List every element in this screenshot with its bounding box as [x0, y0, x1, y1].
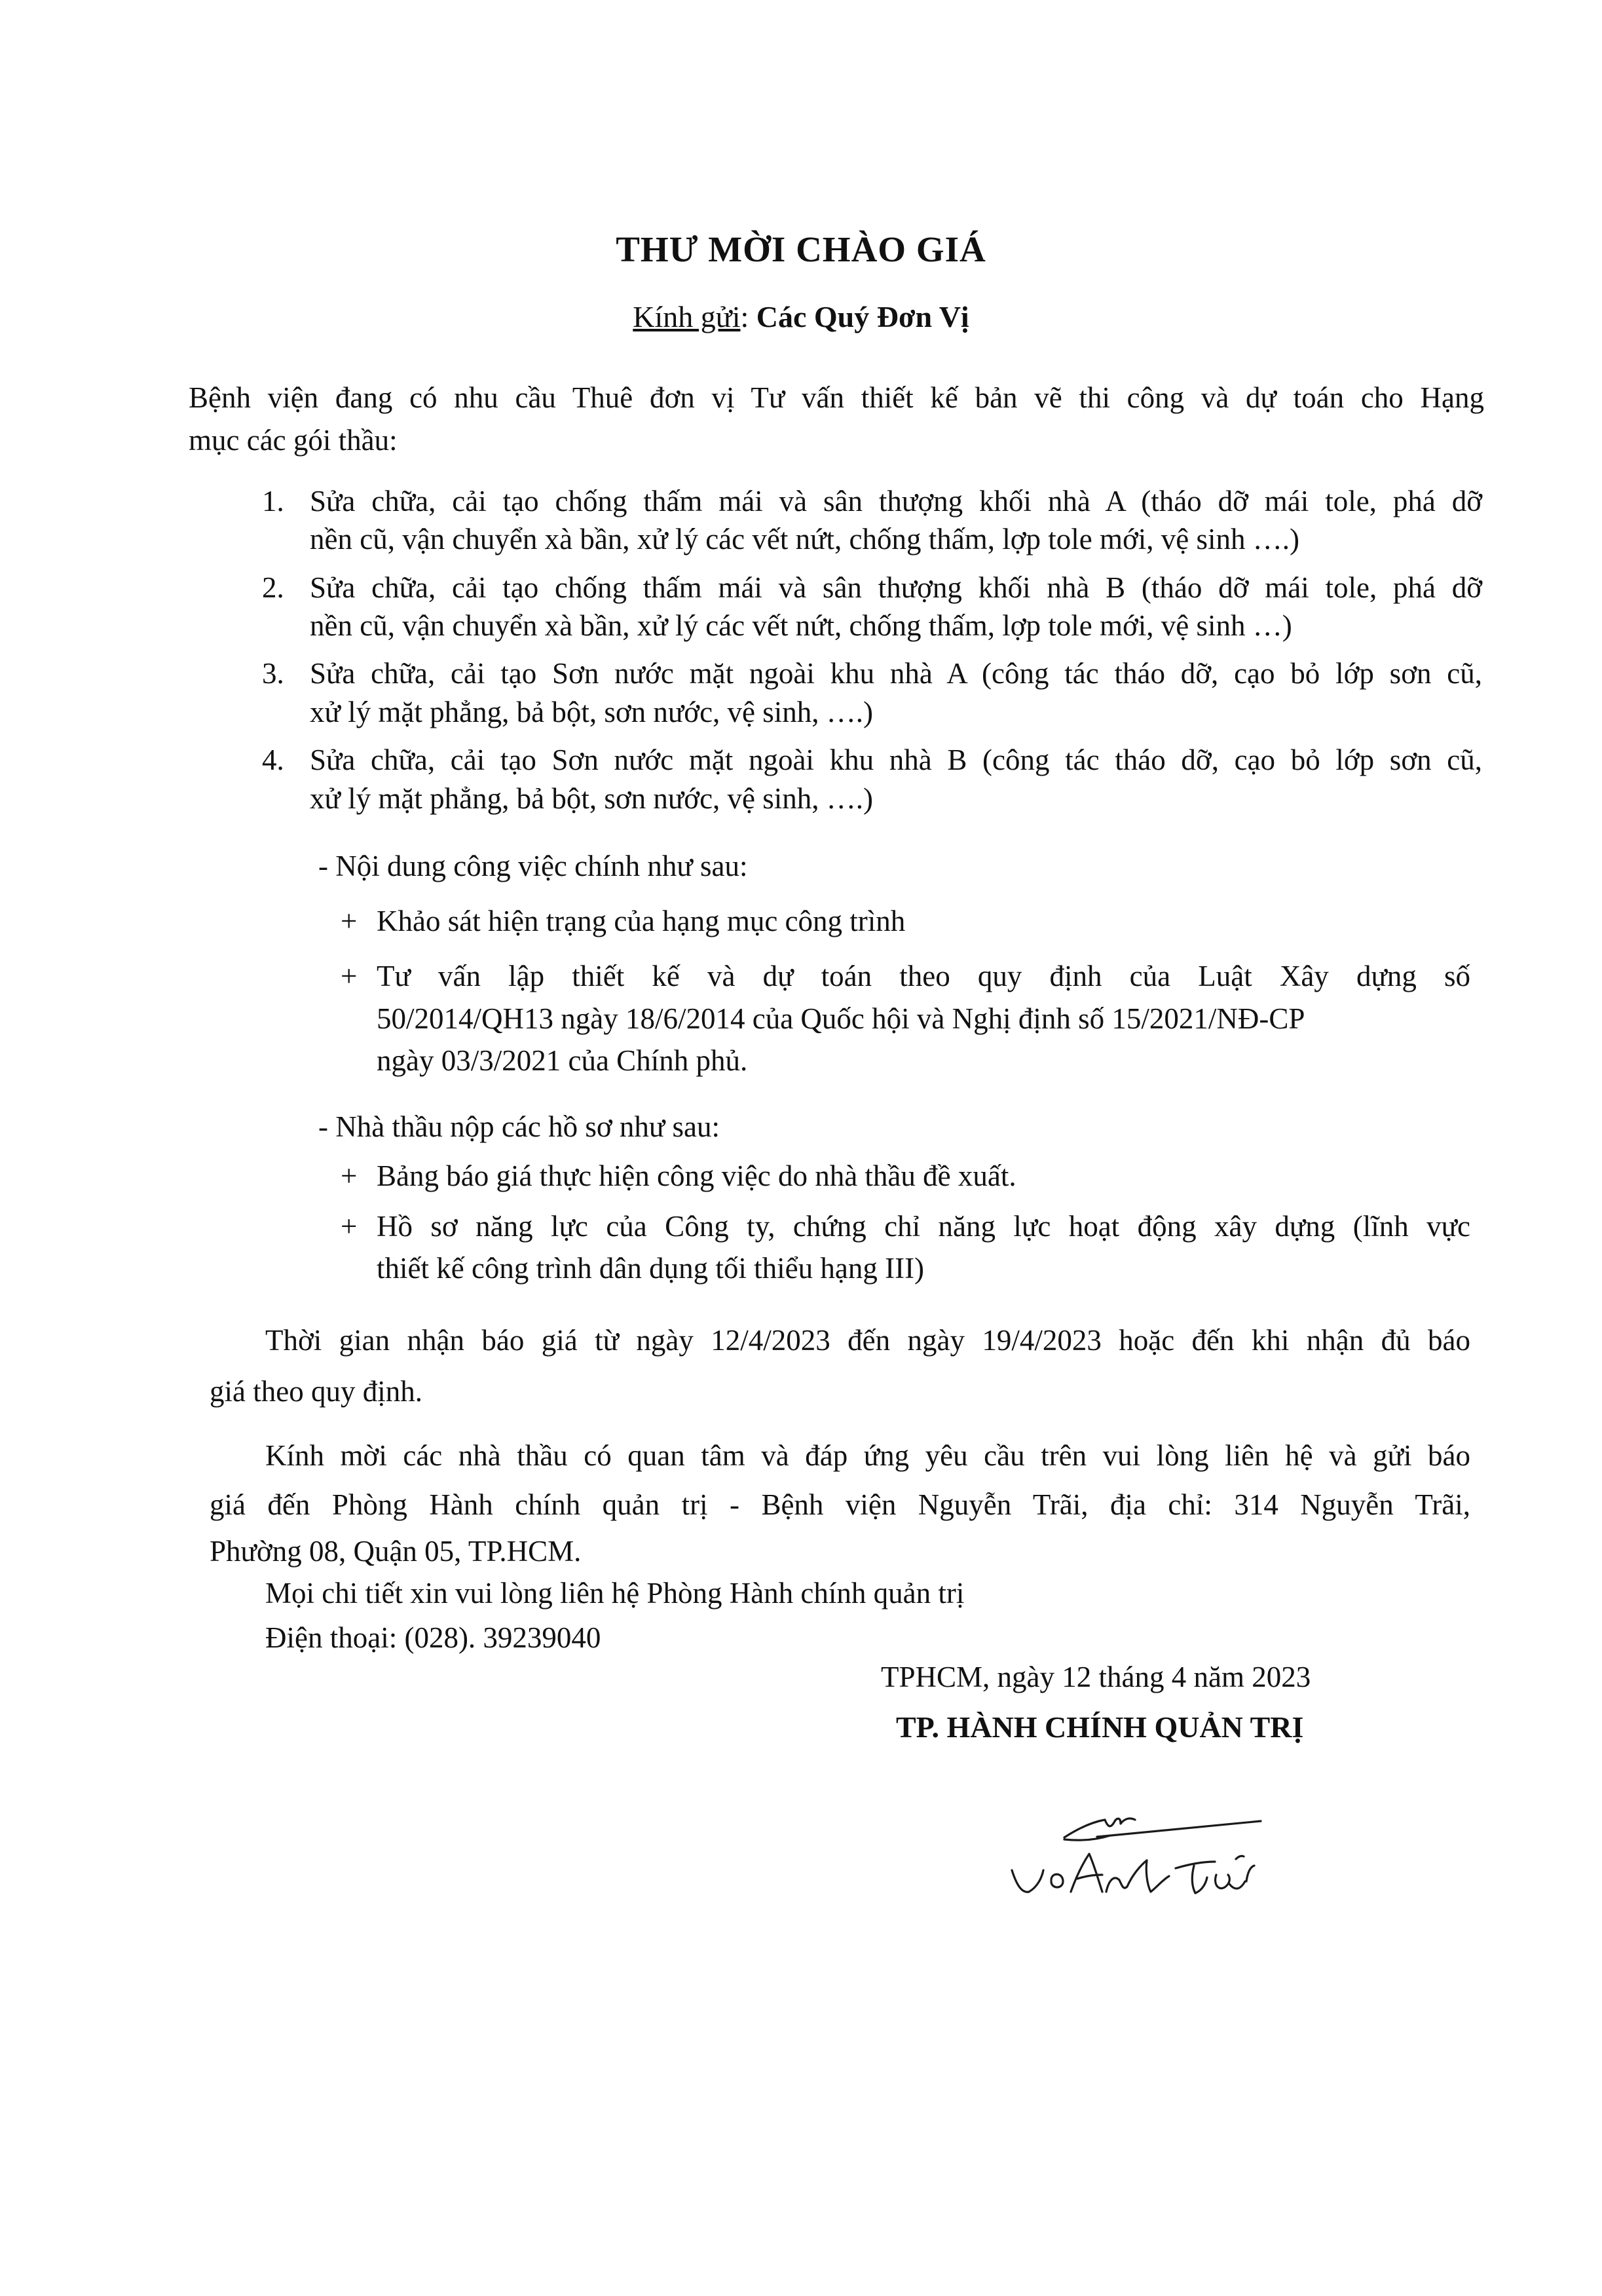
item-2-line-1: Sửa chữa, cải tạo chống thấm mái và sân thượng khối nhà B (tháo dỡ mái tole, phá dỡ [310, 571, 1482, 604]
greeting-recipient: Các Quý Đơn Vị [756, 300, 969, 333]
signatory-position: TP. HÀNH CHÍNH QUẢN TRỊ [896, 1710, 1304, 1744]
item-2-line-2: nền cũ, vận chuyển xà bần, xử lý các vết nứt, chống thấm, lợp tole mới, vệ sinh …) [310, 609, 1292, 642]
bullet-plus: + [341, 960, 358, 992]
item-1-line-2: nền cũ, vận chuyển xà bần, xử lý các vết nứt, chống thấm, lợp tole mới, vệ sinh ….) [310, 523, 1299, 555]
item-1-line-1: Sửa chữa, cải tạo chống thấm mái và sân thượng khối nhà A (tháo dỡ mái tole, phá dỡ [310, 485, 1482, 518]
work-bullet-2-line-3: ngày 03/3/2021 của Chính phủ. [377, 1044, 748, 1077]
bullet-plus: + [341, 1210, 358, 1243]
item-number: 4. [262, 743, 284, 776]
handwritten-signature [986, 1788, 1326, 1913]
item-number: 3. [262, 657, 284, 690]
item-number: 1. [262, 485, 284, 518]
greeting-label: Kính gửi [633, 300, 741, 333]
invitation-line-3: Phường 08, Quận 05, TP.HCM. [210, 1535, 582, 1568]
bullet-plus: + [341, 1159, 358, 1192]
document-title: THƯ MỜI CHÀO GIÁ [616, 229, 986, 269]
place-date: TPHCM, ngày 12 tháng 4 năm 2023 [881, 1661, 1311, 1693]
greeting-colon: : [740, 300, 749, 333]
submission-bullet-2-line-1: Hồ sơ năng lực của Công ty, chứng chỉ năng lực hoạt động xây dựng (lĩnh vực [377, 1210, 1470, 1243]
contact-phone: Điện thoại: (028). 39239040 [265, 1621, 601, 1654]
contact-details: Mọi chi tiết xin vui lòng liên hệ Phòng Hành chính quản trị [265, 1577, 965, 1609]
intro-line-2: mục các gói thầu: [189, 424, 398, 457]
timeline-line-2: giá theo quy định. [210, 1375, 422, 1408]
invitation-line-2: giá đến Phòng Hành chính quản trị - Bệnh viện Nguyễn Trãi, địa chỉ: 314 Nguyễn Trãi, [210, 1488, 1470, 1521]
submission-bullet-1-line-1: Bảng báo giá thực hiện công việc do nhà thầu đề xuất. [377, 1159, 1016, 1192]
bullet-plus: + [341, 905, 358, 937]
work-bullet-2-line-2: 50/2014/QH13 ngày 18/6/2014 của Quốc hội và Nghị định số 15/2021/NĐ-CP [377, 1002, 1305, 1035]
work-bullet-2-line-1: Tư vấn lập thiết kế và dự toán theo quy định của Luật Xây dựng số [377, 960, 1470, 992]
item-3-line-1: Sửa chữa, cải tạo Sơn nước mặt ngoài khu nhà A (công tác tháo dỡ, cạo bỏ lớp sơn cũ, [310, 657, 1482, 690]
work-content-heading: - Nội dung công việc chính như sau: [318, 850, 748, 882]
item-number: 2. [262, 571, 284, 604]
item-4-line-2: xử lý mặt phẳng, bả bột, sơn nước, vệ sinh, ….) [310, 782, 874, 815]
item-3-line-2: xử lý mặt phẳng, bả bột, sơn nước, vệ sinh, ….) [310, 696, 874, 728]
item-4-line-1: Sửa chữa, cải tạo Sơn nước mặt ngoài khu nhà B (công tác tháo dỡ, cạo bỏ lớp sơn cũ, [310, 743, 1482, 776]
invitation-line-1: Kính mời các nhà thầu có quan tâm và đáp ứng yêu cầu trên vui lòng liên hệ và gửi báo [265, 1439, 1470, 1472]
timeline-line-1: Thời gian nhận báo giá từ ngày 12/4/2023 đến ngày 19/4/2023 hoặc đến khi nhận đủ báo [265, 1324, 1470, 1357]
submission-bullet-2-line-2: thiết kế công trình dân dụng tối thiểu hạng III) [377, 1252, 925, 1285]
greeting-line [0, 296, 1602, 338]
intro-line-1: Bệnh viện đang có nhu cầu Thuê đơn vị Tư vấn thiết kế bản vẽ thi công và dự toán cho Hạng [189, 381, 1484, 414]
submission-heading: - Nhà thầu nộp các hồ sơ như sau: [318, 1110, 720, 1143]
work-bullet-1-line-1: Khảo sát hiện trạng của hạng mục công trình [377, 905, 906, 937]
